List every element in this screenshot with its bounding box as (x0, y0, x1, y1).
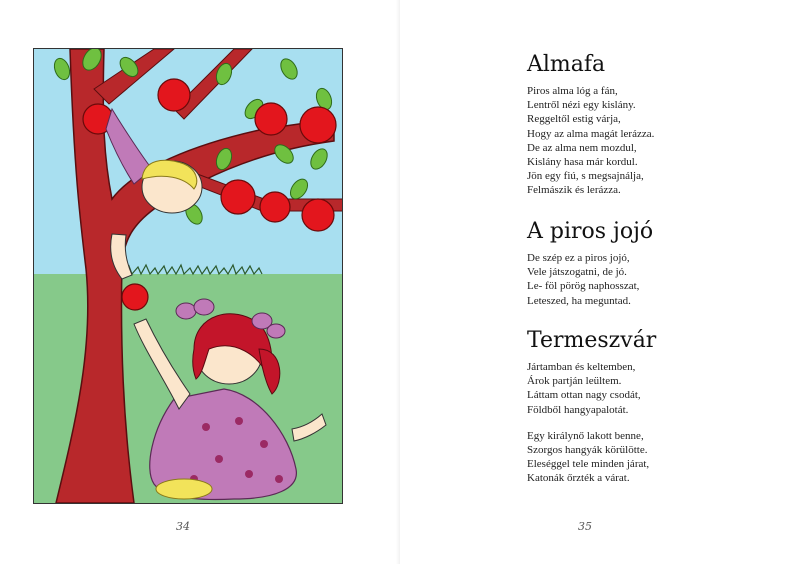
poem-line: Katonák őrzték a várat. (527, 472, 630, 485)
poem-line: De az alma nem mozdul, (527, 141, 637, 154)
apple-tree-children-icon (34, 49, 342, 503)
poem-line: Jön egy fiú, s megsajnálja, (527, 170, 644, 183)
poem-line: Felmászik és lerázza. (527, 184, 621, 197)
poem-line: Eleséggel tele minden járat, (527, 458, 650, 471)
poem-line: Vele játszogatni, de jó. (527, 266, 627, 279)
poem-line: Kislány hasa már kordul. (527, 156, 638, 169)
poem-almafa (527, 52, 787, 198)
page-number-right: 35 (578, 520, 592, 533)
poem-line: Lentről nézi egy kislány. (527, 99, 636, 112)
poem-title: A piros jojó (527, 219, 654, 244)
poem-line: Földből hangyapalotát. (527, 403, 629, 416)
poem-line: Hogy az alma magát lerázza. (527, 127, 655, 140)
apple-tree-illustration (33, 48, 343, 504)
poem-line: Jártamban és keltemben, (527, 361, 636, 373)
poem-line: Szorgos hangyák körülötte. (527, 444, 648, 457)
poem-line: De szép ez a piros jojó, (527, 252, 630, 264)
poem-line: Piros alma lóg a fán, (527, 85, 618, 97)
stanza-gap (527, 417, 787, 429)
poem-title: Termeszvár (527, 328, 657, 353)
poem-line: Le- föl pörög naphosszat, (527, 280, 640, 293)
poem-line: Leteszed, ha meguntad. (527, 294, 631, 307)
poem-line: Láttam ottan nagy csodát, (527, 389, 641, 402)
poem-line: Reggeltől estig várja, (527, 113, 621, 126)
poem-termeszvar (527, 328, 787, 486)
poem-line: Egy királynő lakott benne, (527, 429, 644, 442)
poem-title: Almafa (527, 52, 606, 77)
page-number-left: 34 (176, 520, 190, 533)
poem-a-piros-jojo (527, 219, 787, 308)
poem-line: Árok partján leültem. (527, 375, 622, 388)
